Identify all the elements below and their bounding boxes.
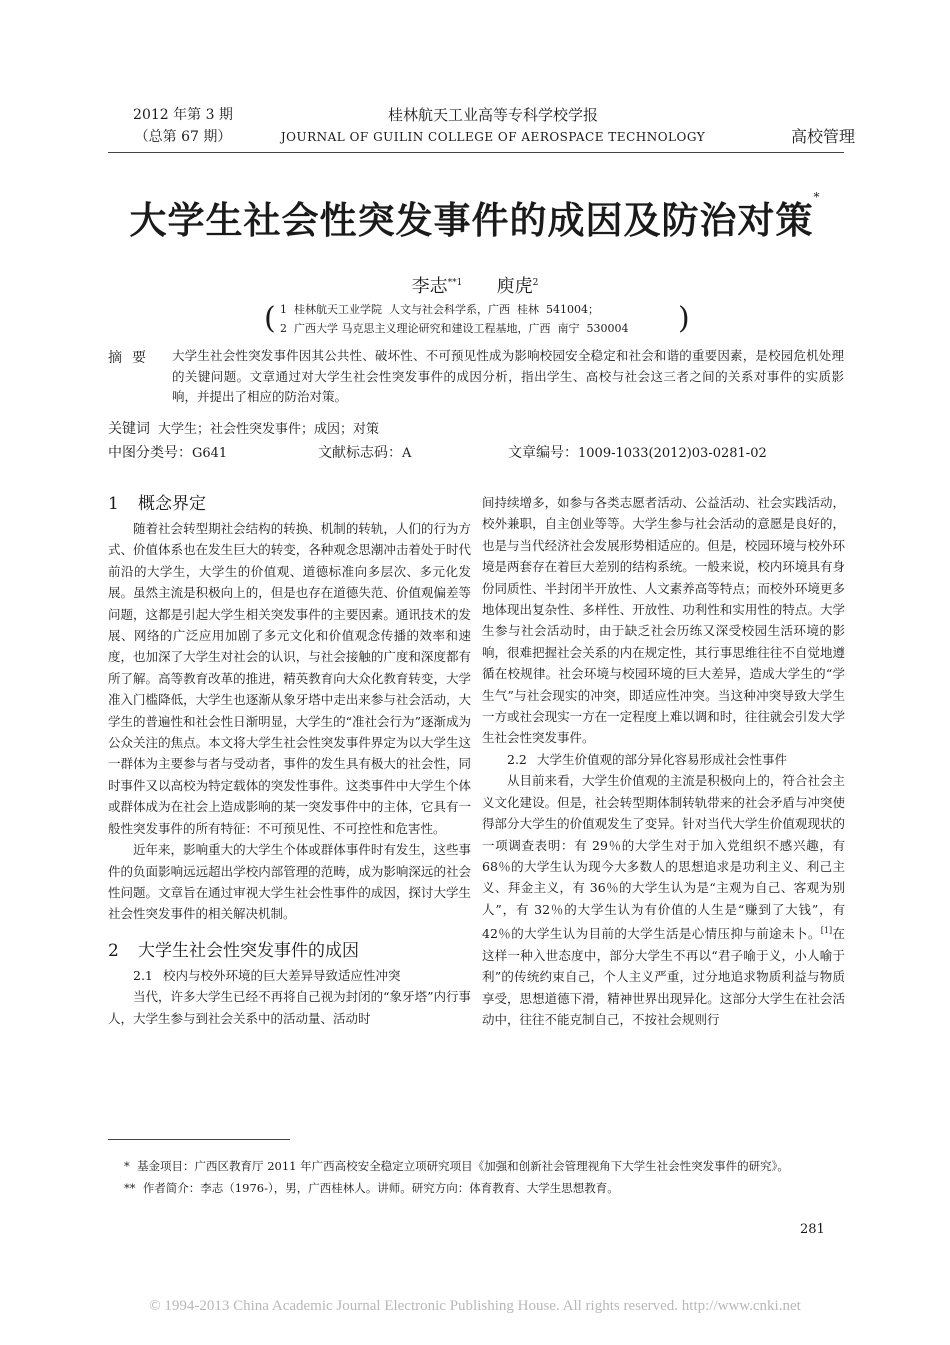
section-2-2-number: 2.2: [507, 751, 527, 767]
abstract-label: 摘要: [108, 350, 156, 366]
section-1-number: 1: [108, 494, 119, 514]
keywords-text: 大学生；社会性突发事件；成因；对策: [158, 422, 380, 437]
citation-1[interactable]: [1]: [820, 926, 833, 936]
footnote-1-text: 基金项目：广西区教育厅 2011 年广西高校安全稳定立项研究项目《加强和创新社会管理视角下大学生社会性突发事件的研究》。: [137, 1159, 789, 1173]
journal-name-en: JOURNAL OF GUILIN COLLEGE OF AEROSPACE TECHNOLOGY: [280, 130, 706, 144]
footnote-1: [108, 1156, 844, 1176]
section-1-paragraph-2: 近年来，影响重大的大学生个体或群体事件时有发生，这些事件的负面影响远远超出学校内部管理的范畴，成为影响深远的社会性问题。文章旨在通过审视大学生社会性事件的成因，探讨大学生社会性突发事件的相关解决机制。: [108, 842, 471, 922]
section-2-1-number: 2.1: [133, 967, 153, 983]
section-2-1-paragraph-1: 当代，许多大学生已经不再将自己视为封闭的“象牙塔”内行事人，大学生参与到社会关系中的活动量、活动时: [108, 989, 471, 1026]
title-text: 大学生社会性突发事件的成因及防治对策: [129, 198, 814, 242]
keywords-label: 关键词: [108, 421, 150, 437]
clc-value: G641: [192, 446, 228, 461]
journal-name: [258, 104, 728, 148]
author-2: 庾虎: [496, 276, 533, 297]
affiliation-1: 1 桂林航天工业学院 人文与社会科学系，广西 桂林 541004；: [280, 303, 599, 316]
section-name: 高校管理: [790, 127, 855, 146]
section-2-2-paragraph-1: [482, 770, 845, 1030]
affil-bracket-left: (: [264, 301, 276, 336]
footnote-2-mark: **: [124, 1181, 136, 1195]
keywords: [108, 418, 379, 438]
left-column: [108, 492, 471, 1029]
section-2-heading: [108, 939, 471, 963]
footnote-rule: [108, 1139, 290, 1140]
paper-title: [90, 190, 860, 244]
section-2-2-title: 大学生价值观的部分异化容易形成社会性事件: [537, 751, 788, 767]
author-1-mark: **1: [447, 278, 463, 288]
document-code-label: 文献标志码：: [318, 445, 402, 461]
article-id-label: 文章编号：: [508, 445, 578, 461]
abstract-text: 大学生社会性突发事件因其公共性、破坏性、不可预见性成为影响校园安全稳定和社会和谐的重要因素，是校园危机处理的关键问题。文章通过对大学生社会性突发事件的成因分析，指出学生、高校与社会这三者之间的关系对事件的实质影响，并提出了相应的防治对策。: [172, 348, 844, 404]
affiliation-2: 2 广西大学 马克思主义理论研究和建设工程基地，广西 南宁 530004: [280, 322, 629, 335]
footnote-2: [108, 1178, 844, 1198]
section-2-2-text-a: 从目前来看，大学生价值观的主流是积极向上的，符合社会主义文化建设。但是，社会转型期体制转轨带来的社会矛盾与冲突使得部分大学生的价值观发生了变异。针对当代大学生价值观现状的一项调查表明：有 29％的大学生对于加入党组织不感兴趣，有 68％的大学生认为现今大多数人的思想追求是功利主义、利己主义、拜金主义，有 36％的大学生认为是“主观为自己、客观为别人”，有 32％的大学生认为有价值的人生是“赚到了大钱”，有 42％的大学生认为目前的大学生活是心情压抑与前途未卜。: [482, 773, 845, 942]
section-1-heading: [108, 492, 471, 516]
section-2-number: 2: [108, 940, 119, 961]
journal-name-cn: 桂林航天工业高等专科学校学报: [387, 106, 598, 124]
article-id-value: 1009-1033(2012)03-0281-02: [578, 446, 767, 461]
footnote-2-text: 作者简介：李志（1976-），男，广西桂林人。讲师。研究方向：体育教育、大学生思想教育。: [142, 1181, 619, 1195]
section-2-1-title: 校内与校外环境的巨大差异导致适应性冲突: [163, 967, 401, 983]
clc-label: 中图分类号：: [108, 445, 192, 461]
section-2-1-heading: [108, 965, 471, 986]
section-2-title: 大学生社会性突发事件的成因: [138, 940, 359, 961]
clc-number: [108, 442, 227, 462]
issue-number: 2012 年第 3 期: [133, 107, 233, 123]
author-2-mark: 2: [532, 278, 539, 288]
affiliations: [264, 300, 690, 338]
title-footnote-mark: *: [813, 190, 821, 204]
issue-total: （总第 67 期）: [134, 129, 232, 145]
section-2-2-text-b: 在这样一种入世态度中，部分大学生不再以“君子喻于义，小人喻于利”的传统约束自己，个人主义严重，过分地追求物质利益与物质享受，思想道德下滑，精神世界出现异化。这部分大学生在社会活动中，往往不能克制自己，不按社会规则行: [482, 926, 845, 1027]
page-number: 281: [800, 1222, 825, 1237]
author-1: 李志: [411, 276, 448, 297]
right-column: [482, 492, 845, 1030]
affil-bracket-right: ): [678, 301, 690, 336]
section-1-paragraph-1: 随着社会转型期社会结构的转换、机制的转轨，人们的行为方式、价值体系也在发生巨大的转变，各种观念思潮冲击着处于时代前沿的大学生，大学生的价值观、道德标准向多层次、多元化发展。虽然主流是积极向上的，但是也存在道德失范、价值观偏差等问题，这都是引起大学生相关突发事件的主要因素。通讯技术的发展、网络的广泛应用加剧了多元文化和价值观念传播的效率和速度，也加深了大学生对社会的认识，与社会接触的广度和深度都有所了解。高等教育改革的推进，精英教育向大众化教育转变，大学准入门槛降低，大学生也逐渐从象牙塔中走出来参与社会活动，大学生的普遍性和社会性日渐明显，大学生的“准社会行为”逐渐成为公众关注的焦点。本文将大学生社会性突发事件界定为以大学生这一群体为主要参与者与受动者，事件的发生具有极大的社会性，同时事件又以高校为特定载体的突发性事件。这类事件中大学生个体或群体成为在社会上造成影响的某一突发事件中的主体，它具有一般性突发事件的所有特征：不可预见性、不可控性和危害性。: [108, 521, 471, 836]
article-id: [508, 442, 767, 462]
header-rule: [108, 152, 844, 153]
section-1-title: 概念界定: [138, 494, 206, 514]
footnote-1-mark: *: [124, 1159, 130, 1173]
copyright-watermark: © 1994-2013 China Academic Journal Electronic Publishing House. All rights reserved. http://www.cnki.net: [149, 1298, 801, 1314]
section-2-1-continuation: 间持续增多，如参与各类志愿者活动、公益活动、社会实践活动，校外兼职，自主创业等等。大学生参与社会活动的意愿是良好的，也是与当代经济社会发展形势相适应的。但是，校园环境与校外环境是两套存在着巨大差别的结构系统。一般来说，校内环境具有身份同质性、半封闭半开放性、人文素养高等特点；而校外环境更多地体现出复杂性、多样性、开放性、功利性和实用性的特点。大学生参与社会活动时，由于缺乏社会历练又深受校园生活环境的影响，很难把握社会关系的内在规定性，其行事思维往往不自觉地遵循在校规律。社会环境与校园环境的巨大差异，造成大学生的“学生气”与社会现实的冲突，即适应性冲突。当这种冲突导致大学生一方或社会现实一方在一定程度上难以调和时，往往就会引发大学生社会性突发事件。: [482, 495, 845, 746]
document-code: [318, 442, 411, 462]
document-code-value: A: [402, 446, 412, 461]
author-line: [250, 272, 700, 298]
issue-info: [108, 104, 258, 148]
footnotes: [108, 1156, 844, 1198]
section-2-2-heading: [482, 749, 845, 770]
